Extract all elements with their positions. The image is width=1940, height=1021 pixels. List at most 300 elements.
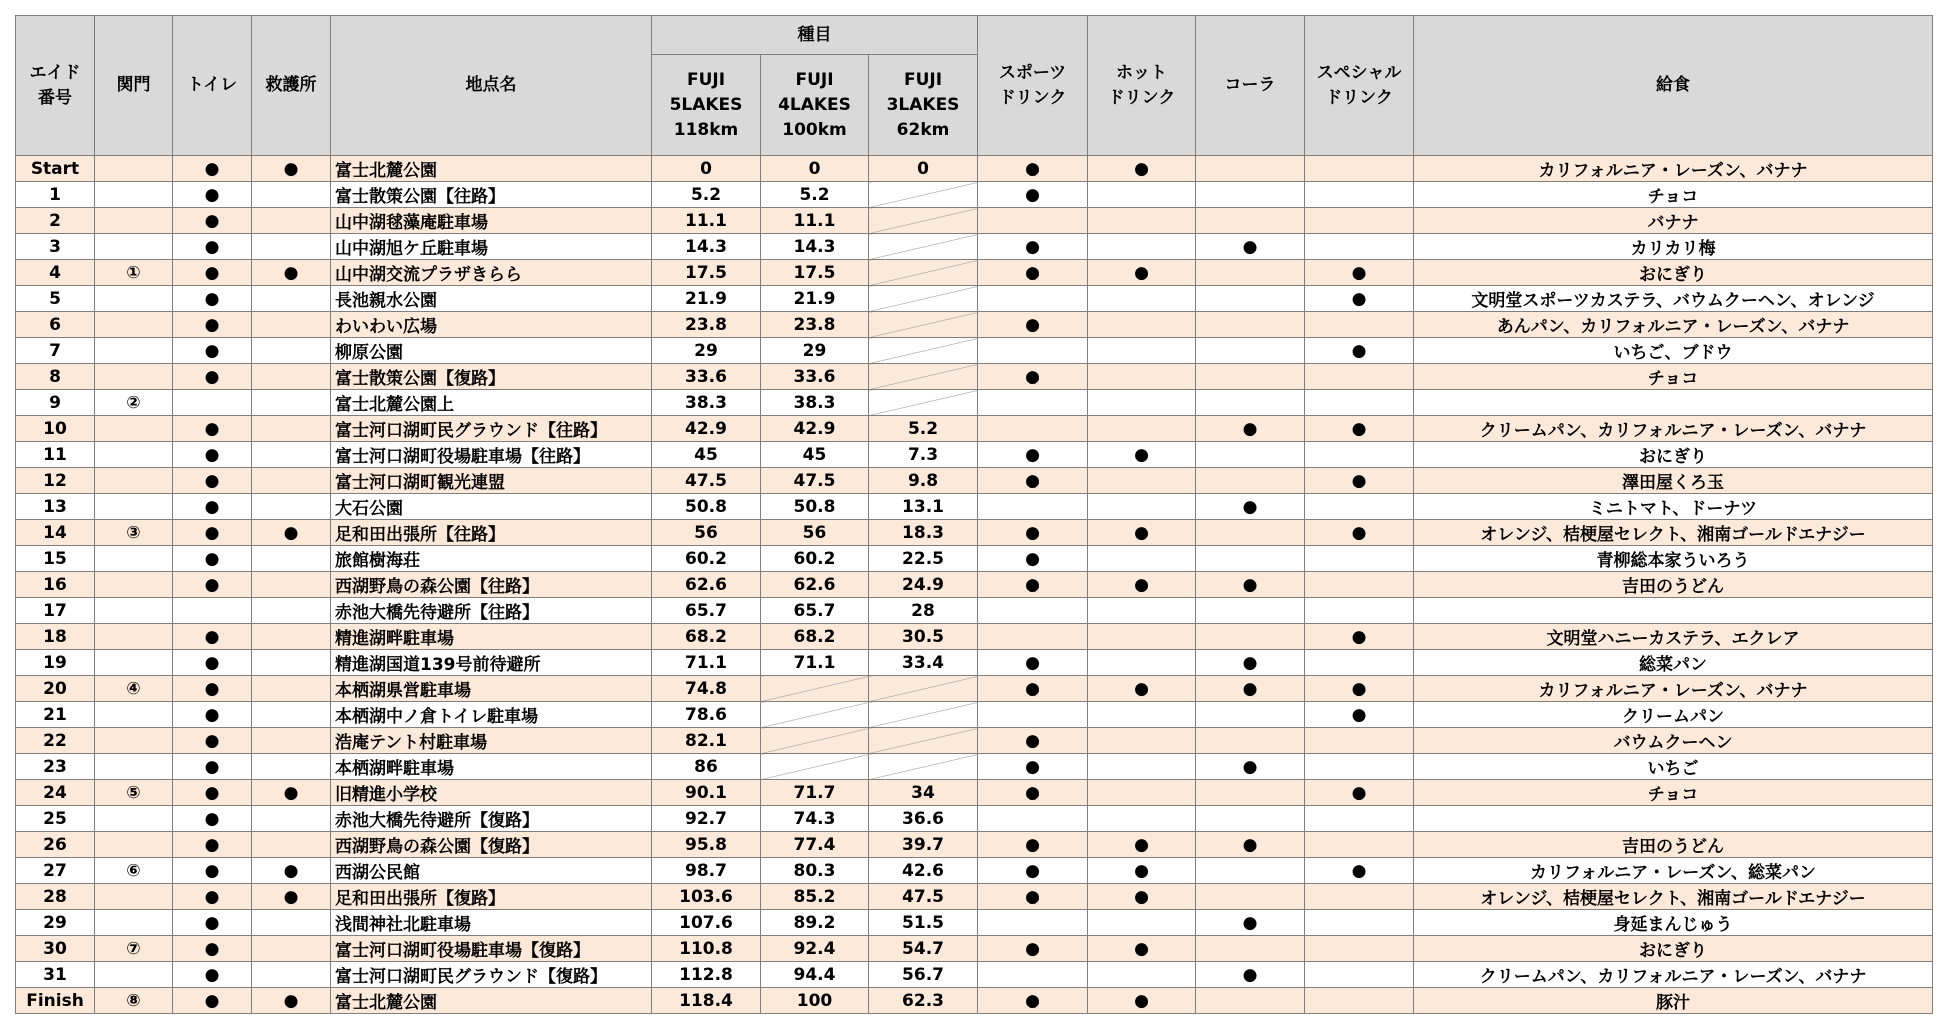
- toilet-cell: ●: [173, 988, 252, 1014]
- distance-3lakes-cell: 30.5: [869, 624, 978, 650]
- toilet-cell: ●: [173, 650, 252, 676]
- distance-5lakes-cell: 78.6: [652, 702, 761, 728]
- distance-3lakes-cell: [869, 234, 978, 260]
- aid-no-cell: 28: [16, 884, 95, 910]
- sports-drink-cell: ●: [978, 572, 1088, 598]
- food-cell: カリフォルニア・レーズン、バナナ: [1414, 676, 1933, 702]
- sports-drink-cell: ●: [978, 988, 1088, 1014]
- special-drink-cell: ●: [1305, 286, 1414, 312]
- first-aid-cell: [252, 390, 331, 416]
- aid-no-cell: 31: [16, 962, 95, 988]
- location-name-cell: 西湖公民館: [331, 858, 652, 884]
- food-cell: カリフォルニア・レーズン、総菜パン: [1414, 858, 1933, 884]
- aid-no-cell: 13: [16, 494, 95, 520]
- special-drink-cell: [1305, 650, 1414, 676]
- distance-5lakes-cell: 103.6: [652, 884, 761, 910]
- distance-3lakes-cell: 34: [869, 780, 978, 806]
- location-name-cell: 精進湖畔駐車場: [331, 624, 652, 650]
- table-row: [16, 416, 1933, 442]
- gate-cell: [95, 624, 173, 650]
- location-name-cell: 本栖湖畔駐車場: [331, 754, 652, 780]
- distance-4lakes-cell: 80.3: [761, 858, 869, 884]
- table-row: [16, 494, 1933, 520]
- toilet-cell: ●: [173, 962, 252, 988]
- distance-4lakes-cell: 47.5: [761, 468, 869, 494]
- aid-no-cell: 24: [16, 780, 95, 806]
- distance-4lakes-cell: 92.4: [761, 936, 869, 962]
- aid-no-cell: 21: [16, 702, 95, 728]
- food-cell: クリームパン: [1414, 702, 1933, 728]
- table-row: [16, 260, 1933, 286]
- sports-drink-cell: ●: [978, 156, 1088, 182]
- cola-cell: ●: [1196, 494, 1305, 520]
- toilet-cell: ●: [173, 676, 252, 702]
- table-row: [16, 988, 1933, 1014]
- table-row: [16, 182, 1933, 208]
- gate-cell: [95, 338, 173, 364]
- hot-drink-cell: ●: [1088, 260, 1196, 286]
- toilet-cell: ●: [173, 494, 252, 520]
- hot-drink-cell: ●: [1088, 936, 1196, 962]
- distance-3lakes-cell: [869, 260, 978, 286]
- table-row: [16, 962, 1933, 988]
- toilet-cell: ●: [173, 884, 252, 910]
- distance-5lakes-cell: 92.7: [652, 806, 761, 832]
- food-cell: 文明堂ハニーカステラ、エクレア: [1414, 624, 1933, 650]
- toilet-cell: ●: [173, 208, 252, 234]
- table-row: [16, 910, 1933, 936]
- cola-cell: [1196, 884, 1305, 910]
- special-drink-cell: [1305, 390, 1414, 416]
- distance-3lakes-cell: [869, 702, 978, 728]
- gate-cell: [95, 208, 173, 234]
- cola-cell: [1196, 728, 1305, 754]
- distance-4lakes-cell: 71.7: [761, 780, 869, 806]
- toilet-cell: ●: [173, 546, 252, 572]
- distance-4lakes-cell: [761, 702, 869, 728]
- distance-3lakes-cell: [869, 364, 978, 390]
- special-drink-cell: [1305, 208, 1414, 234]
- table-row: [16, 832, 1933, 858]
- gate-cell: ③: [95, 520, 173, 546]
- toilet-cell: ●: [173, 520, 252, 546]
- distance-3lakes-cell: [869, 312, 978, 338]
- hot-drink-cell: [1088, 416, 1196, 442]
- first-aid-cell: [252, 832, 331, 858]
- cola-cell: [1196, 156, 1305, 182]
- sports-drink-cell: ●: [978, 234, 1088, 260]
- location-name-cell: 富士散策公園【復路】: [331, 364, 652, 390]
- aid-no-cell: 25: [16, 806, 95, 832]
- first-aid-cell: [252, 676, 331, 702]
- distance-4lakes-cell: [761, 676, 869, 702]
- gate-cell: [95, 312, 173, 338]
- table-row: [16, 546, 1933, 572]
- distance-4lakes-cell: 71.1: [761, 650, 869, 676]
- special-drink-cell: [1305, 572, 1414, 598]
- food-cell: 吉田のうどん: [1414, 832, 1933, 858]
- distance-5lakes-cell: 17.5: [652, 260, 761, 286]
- distance-3lakes-cell: [869, 338, 978, 364]
- gate-cell: ⑧: [95, 988, 173, 1014]
- table-row: [16, 650, 1933, 676]
- gate-cell: ①: [95, 260, 173, 286]
- food-cell: オレンジ、桔梗屋セレクト、湘南ゴールドエナジー: [1414, 520, 1933, 546]
- distance-4lakes-cell: 56: [761, 520, 869, 546]
- special-drink-cell: ●: [1305, 260, 1414, 286]
- aid-no-cell: 7: [16, 338, 95, 364]
- hot-drink-cell: [1088, 208, 1196, 234]
- gate-cell: [95, 728, 173, 754]
- cola-cell: ●: [1196, 572, 1305, 598]
- first-aid-cell: ●: [252, 156, 331, 182]
- distance-5lakes-cell: 82.1: [652, 728, 761, 754]
- distance-5lakes-cell: 23.8: [652, 312, 761, 338]
- gate-cell: ⑦: [95, 936, 173, 962]
- special-drink-cell: ●: [1305, 676, 1414, 702]
- aid-no-cell: 15: [16, 546, 95, 572]
- toilet-cell: ●: [173, 364, 252, 390]
- food-cell: チョコ: [1414, 182, 1933, 208]
- aid-no-cell: 4: [16, 260, 95, 286]
- distance-4lakes-cell: 42.9: [761, 416, 869, 442]
- food-cell: 身延まんじゅう: [1414, 910, 1933, 936]
- special-drink-cell: [1305, 312, 1414, 338]
- gate-cell: [95, 806, 173, 832]
- food-cell: [1414, 806, 1933, 832]
- distance-5lakes-cell: 14.3: [652, 234, 761, 260]
- first-aid-cell: [252, 286, 331, 312]
- food-cell: クリームパン、カリフォルニア・レーズン、バナナ: [1414, 962, 1933, 988]
- location-name-cell: 旧精進小学校: [331, 780, 652, 806]
- sports-drink-cell: [978, 494, 1088, 520]
- table-row: [16, 754, 1933, 780]
- distance-3lakes-cell: 36.6: [869, 806, 978, 832]
- cola-cell: [1196, 806, 1305, 832]
- toilet-cell: ●: [173, 754, 252, 780]
- distance-3lakes-cell: 33.4: [869, 650, 978, 676]
- aid-no-cell: 12: [16, 468, 95, 494]
- first-aid-cell: ●: [252, 260, 331, 286]
- food-cell: おにぎり: [1414, 260, 1933, 286]
- header-aid-no: エイド 番号: [16, 16, 95, 156]
- cola-cell: [1196, 208, 1305, 234]
- food-cell: バナナ: [1414, 208, 1933, 234]
- table-row: [16, 884, 1933, 910]
- food-cell: [1414, 390, 1933, 416]
- cola-cell: [1196, 702, 1305, 728]
- first-aid-cell: [252, 598, 331, 624]
- sports-drink-cell: [978, 286, 1088, 312]
- distance-3lakes-cell: 62.3: [869, 988, 978, 1014]
- gate-cell: [95, 572, 173, 598]
- location-name-cell: 富士河口湖町観光連盟: [331, 468, 652, 494]
- special-drink-cell: [1305, 234, 1414, 260]
- table-row: [16, 806, 1933, 832]
- distance-5lakes-cell: 60.2: [652, 546, 761, 572]
- gate-cell: [95, 910, 173, 936]
- hot-drink-cell: [1088, 702, 1196, 728]
- special-drink-cell: [1305, 182, 1414, 208]
- aid-no-cell: 9: [16, 390, 95, 416]
- distance-4lakes-cell: 5.2: [761, 182, 869, 208]
- header-first-aid: 救護所: [252, 16, 331, 156]
- distance-5lakes-cell: 74.8: [652, 676, 761, 702]
- hot-drink-cell: ●: [1088, 520, 1196, 546]
- first-aid-cell: [252, 546, 331, 572]
- distance-4lakes-cell: 85.2: [761, 884, 869, 910]
- location-name-cell: 大石公園: [331, 494, 652, 520]
- header-gate: 関門: [95, 16, 173, 156]
- food-cell: いちご: [1414, 754, 1933, 780]
- special-drink-cell: [1305, 832, 1414, 858]
- location-name-cell: 足和田出張所【復路】: [331, 884, 652, 910]
- special-drink-cell: [1305, 494, 1414, 520]
- cola-cell: ●: [1196, 910, 1305, 936]
- table-row: [16, 702, 1933, 728]
- special-drink-cell: [1305, 988, 1414, 1014]
- first-aid-cell: [252, 312, 331, 338]
- gate-cell: ⑤: [95, 780, 173, 806]
- distance-5lakes-cell: 71.1: [652, 650, 761, 676]
- food-cell: 豚汁: [1414, 988, 1933, 1014]
- hot-drink-cell: ●: [1088, 858, 1196, 884]
- hot-drink-cell: [1088, 780, 1196, 806]
- toilet-cell: ●: [173, 234, 252, 260]
- gate-cell: [95, 546, 173, 572]
- first-aid-cell: ●: [252, 780, 331, 806]
- hot-drink-cell: ●: [1088, 156, 1196, 182]
- special-drink-cell: [1305, 598, 1414, 624]
- distance-4lakes-cell: 38.3: [761, 390, 869, 416]
- sports-drink-cell: ●: [978, 650, 1088, 676]
- toilet-cell: ●: [173, 442, 252, 468]
- cola-cell: ●: [1196, 676, 1305, 702]
- hot-drink-cell: ●: [1088, 676, 1196, 702]
- food-cell: 澤田屋くろ玉: [1414, 468, 1933, 494]
- sports-drink-cell: [978, 910, 1088, 936]
- food-cell: バウムクーヘン: [1414, 728, 1933, 754]
- aid-no-cell: 17: [16, 598, 95, 624]
- sports-drink-cell: [978, 702, 1088, 728]
- distance-5lakes-cell: 90.1: [652, 780, 761, 806]
- sports-drink-cell: [978, 338, 1088, 364]
- food-cell: チョコ: [1414, 364, 1933, 390]
- sports-drink-cell: [978, 624, 1088, 650]
- special-drink-cell: [1305, 936, 1414, 962]
- hot-drink-cell: [1088, 338, 1196, 364]
- cola-cell: [1196, 520, 1305, 546]
- cola-cell: [1196, 182, 1305, 208]
- hot-drink-cell: [1088, 598, 1196, 624]
- hot-drink-cell: [1088, 650, 1196, 676]
- distance-3lakes-cell: 18.3: [869, 520, 978, 546]
- location-name-cell: 足和田出張所【往路】: [331, 520, 652, 546]
- header-cola: コーラ: [1196, 16, 1305, 156]
- distance-4lakes-cell: 11.1: [761, 208, 869, 234]
- distance-5lakes-cell: 65.7: [652, 598, 761, 624]
- sports-drink-cell: ●: [978, 728, 1088, 754]
- header-course-3lakes: FUJI 3LAKES 62km: [869, 55, 978, 156]
- sports-drink-cell: ●: [978, 364, 1088, 390]
- table-row: [16, 624, 1933, 650]
- gate-cell: [95, 416, 173, 442]
- first-aid-cell: [252, 702, 331, 728]
- gate-cell: [95, 182, 173, 208]
- aid-no-cell: 20: [16, 676, 95, 702]
- first-aid-cell: [252, 416, 331, 442]
- toilet-cell: ●: [173, 624, 252, 650]
- sports-drink-cell: ●: [978, 832, 1088, 858]
- gate-cell: [95, 494, 173, 520]
- location-name-cell: 浩庵テント村駐車場: [331, 728, 652, 754]
- aid-no-cell: 1: [16, 182, 95, 208]
- aid-no-cell: 8: [16, 364, 95, 390]
- special-drink-cell: ●: [1305, 624, 1414, 650]
- table-row: [16, 728, 1933, 754]
- header-special-drink: スペシャル ドリンク: [1305, 16, 1414, 156]
- aid-no-cell: 5: [16, 286, 95, 312]
- food-cell: カリフォルニア・レーズン、バナナ: [1414, 156, 1933, 182]
- toilet-cell: ●: [173, 832, 252, 858]
- distance-5lakes-cell: 62.6: [652, 572, 761, 598]
- location-name-cell: 旅館樹海荘: [331, 546, 652, 572]
- location-name-cell: わいわい広場: [331, 312, 652, 338]
- food-cell: 吉田のうどん: [1414, 572, 1933, 598]
- cola-cell: [1196, 858, 1305, 884]
- table-row: [16, 442, 1933, 468]
- special-drink-cell: [1305, 156, 1414, 182]
- distance-5lakes-cell: 11.1: [652, 208, 761, 234]
- cola-cell: ●: [1196, 650, 1305, 676]
- distance-5lakes-cell: 5.2: [652, 182, 761, 208]
- header-food: 給食: [1414, 16, 1933, 156]
- distance-3lakes-cell: [869, 182, 978, 208]
- hot-drink-cell: [1088, 364, 1196, 390]
- sports-drink-cell: ●: [978, 520, 1088, 546]
- aid-no-cell: 11: [16, 442, 95, 468]
- sports-drink-cell: ●: [978, 780, 1088, 806]
- header-course-5lakes: FUJI 5LAKES 118km: [652, 55, 761, 156]
- distance-5lakes-cell: 110.8: [652, 936, 761, 962]
- special-drink-cell: ●: [1305, 468, 1414, 494]
- special-drink-cell: ●: [1305, 780, 1414, 806]
- first-aid-cell: ●: [252, 884, 331, 910]
- toilet-cell: ●: [173, 858, 252, 884]
- aid-no-cell: 18: [16, 624, 95, 650]
- special-drink-cell: [1305, 910, 1414, 936]
- food-cell: あんパン、カリフォルニア・レーズン、バナナ: [1414, 312, 1933, 338]
- table-row: [16, 780, 1933, 806]
- special-drink-cell: [1305, 884, 1414, 910]
- distance-4lakes-cell: [761, 728, 869, 754]
- gate-cell: [95, 442, 173, 468]
- sports-drink-cell: [978, 806, 1088, 832]
- distance-4lakes-cell: [761, 754, 869, 780]
- distance-5lakes-cell: 98.7: [652, 858, 761, 884]
- special-drink-cell: [1305, 806, 1414, 832]
- distance-3lakes-cell: 5.2: [869, 416, 978, 442]
- header-toilet: トイレ: [173, 16, 252, 156]
- sports-drink-cell: ●: [978, 468, 1088, 494]
- distance-5lakes-cell: 56: [652, 520, 761, 546]
- header-sports-drink: スポーツ ドリンク: [978, 16, 1088, 156]
- hot-drink-cell: [1088, 546, 1196, 572]
- gate-cell: [95, 234, 173, 260]
- gate-cell: [95, 962, 173, 988]
- food-cell: クリームパン、カリフォルニア・レーズン、バナナ: [1414, 416, 1933, 442]
- header-course-4lakes: FUJI 4LAKES 100km: [761, 55, 869, 156]
- first-aid-cell: ●: [252, 858, 331, 884]
- toilet-cell: ●: [173, 702, 252, 728]
- food-cell: いちご、ブドウ: [1414, 338, 1933, 364]
- gate-cell: [95, 832, 173, 858]
- sports-drink-cell: ●: [978, 754, 1088, 780]
- first-aid-cell: [252, 468, 331, 494]
- header-location: 地点名: [331, 16, 652, 156]
- cola-cell: ●: [1196, 962, 1305, 988]
- hot-drink-cell: [1088, 286, 1196, 312]
- cola-cell: [1196, 546, 1305, 572]
- table-row: [16, 338, 1933, 364]
- table-row: [16, 390, 1933, 416]
- distance-4lakes-cell: 77.4: [761, 832, 869, 858]
- location-name-cell: 赤池大橋先待避所【往路】: [331, 598, 652, 624]
- distance-5lakes-cell: 47.5: [652, 468, 761, 494]
- toilet-cell: ●: [173, 182, 252, 208]
- toilet-cell: ●: [173, 156, 252, 182]
- hot-drink-cell: [1088, 754, 1196, 780]
- distance-4lakes-cell: 100: [761, 988, 869, 1014]
- distance-4lakes-cell: 33.6: [761, 364, 869, 390]
- special-drink-cell: ●: [1305, 416, 1414, 442]
- table-row: [16, 858, 1933, 884]
- aid-no-cell: 10: [16, 416, 95, 442]
- special-drink-cell: ●: [1305, 338, 1414, 364]
- aid-no-cell: 22: [16, 728, 95, 754]
- cola-cell: [1196, 624, 1305, 650]
- distance-5lakes-cell: 29: [652, 338, 761, 364]
- food-cell: おにぎり: [1414, 936, 1933, 962]
- location-name-cell: 柳原公園: [331, 338, 652, 364]
- food-cell: 総菜パン: [1414, 650, 1933, 676]
- gate-cell: [95, 364, 173, 390]
- gate-cell: [95, 156, 173, 182]
- sports-drink-cell: [978, 416, 1088, 442]
- table-row: [16, 234, 1933, 260]
- aid-no-cell: Start: [16, 156, 95, 182]
- gate-cell: [95, 884, 173, 910]
- toilet-cell: ●: [173, 806, 252, 832]
- hot-drink-cell: [1088, 468, 1196, 494]
- gate-cell: [95, 702, 173, 728]
- aid-station-table: [15, 15, 1933, 1014]
- distance-3lakes-cell: [869, 286, 978, 312]
- distance-3lakes-cell: 9.8: [869, 468, 978, 494]
- hot-drink-cell: ●: [1088, 884, 1196, 910]
- table-row: [16, 676, 1933, 702]
- location-name-cell: 長池親水公園: [331, 286, 652, 312]
- aid-no-cell: 29: [16, 910, 95, 936]
- sports-drink-cell: ●: [978, 182, 1088, 208]
- first-aid-cell: [252, 208, 331, 234]
- table-row: [16, 312, 1933, 338]
- food-cell: カリカリ梅: [1414, 234, 1933, 260]
- distance-4lakes-cell: 0: [761, 156, 869, 182]
- location-name-cell: 精進湖国道139号前待避所: [331, 650, 652, 676]
- first-aid-cell: [252, 806, 331, 832]
- cola-cell: [1196, 338, 1305, 364]
